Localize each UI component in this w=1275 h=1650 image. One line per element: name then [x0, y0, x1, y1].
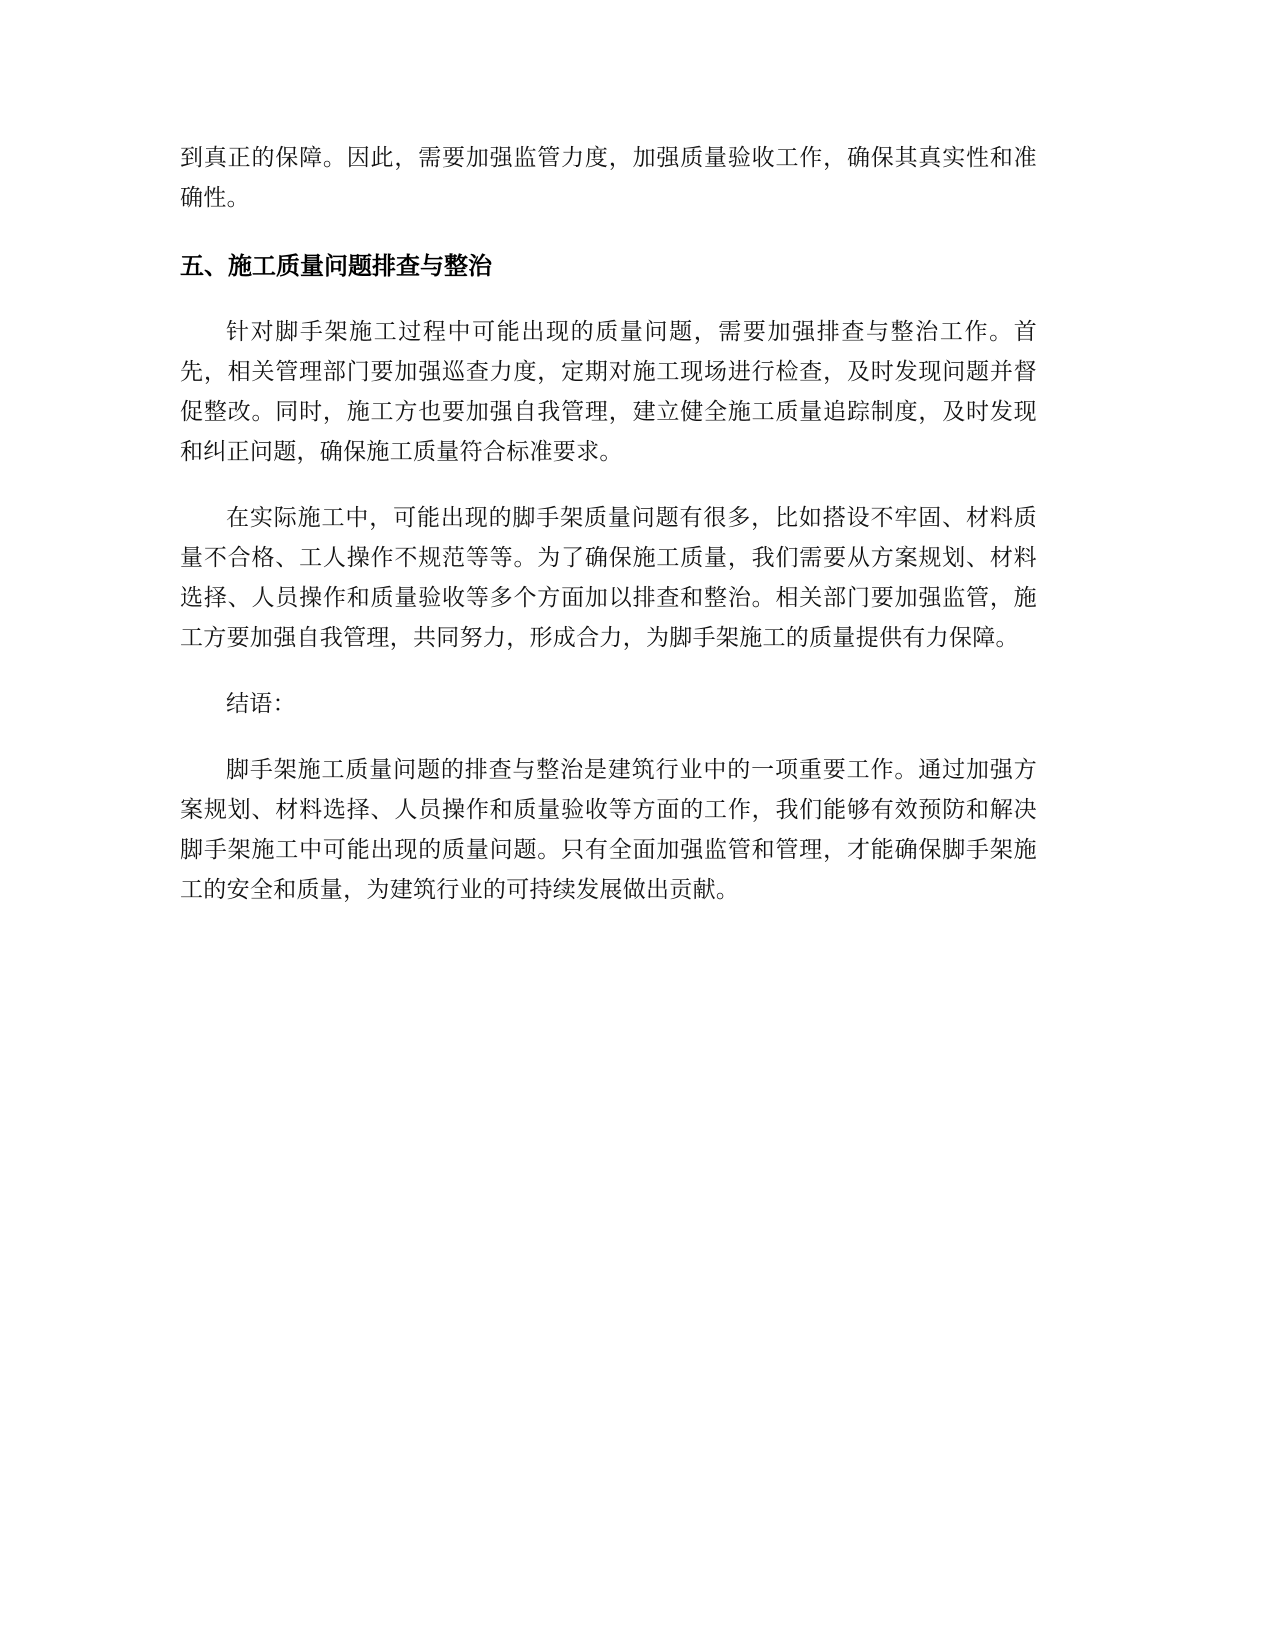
- body-paragraph-2: 在实际施工中，可能出现的脚手架质量问题有很多，比如搭设不牢固、材料质量不合格、工人操作不规范等等。为了确保施工质量，我们需要从方案规划、材料选择、人员操作和质量验收等多个方面加以排查和整治。相关部门要加强监管，施工方要加强自我管理，共同努力，形成合力，为脚手架施工的质量提供有力保障。: [180, 505, 1037, 651]
- conclusion-label: 结语：: [226, 691, 296, 717]
- document-body: [180, 138, 1037, 936]
- body-paragraph-1: 针对脚手架施工过程中可能出现的质量问题，需要加强排查与整治工作。首先，相关管理部门要加强巡查力度，定期对施工现场进行检查，及时发现问题并督促整改。同时，施工方也要加强自我管理，建立健全施工质量追踪制度，及时发现和纠正问题，确保施工质量符合标准要求。: [180, 319, 1037, 465]
- conclusion-paragraph: 脚手架施工质量问题的排查与整治是建筑行业中的一项重要工作。通过加强方案规划、材料选择、人员操作和质量验收等方面的工作，我们能够有效预防和解决脚手架施工中可能出现的质量问题。只有全面加强监管和管理，才能确保脚手架施工的安全和质量，为建筑行业的可持续发展做出贡献。: [180, 757, 1037, 903]
- section-heading: 五、施工质量问题排查与整治: [180, 252, 492, 280]
- continuation-paragraph: 到真正的保障。因此，需要加强监管力度，加强质量验收工作，确保其真实性和准确性。: [180, 145, 1037, 211]
